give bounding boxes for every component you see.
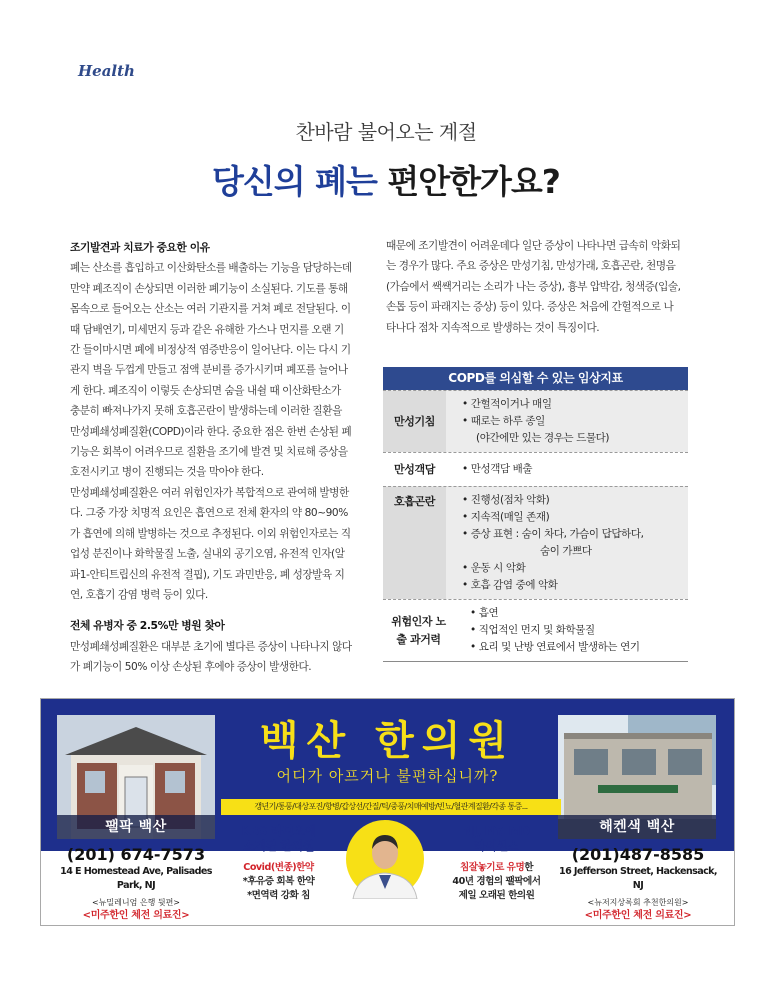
row-item: (야간에만 있는 경우는 드물다) <box>476 432 610 444</box>
covid-line: Covid(변종)한약 <box>243 862 314 873</box>
row-item: • 흡연 <box>470 607 499 619</box>
clinic-advertisement <box>40 698 735 926</box>
row-item: • 직업적인 먼지 및 화학물질 <box>470 624 595 636</box>
paragraph: 만성폐쇄성폐질환은 여러 위험인자가 복합적으로 관여해 발병한다. 그중 가장 치명적 요인은 흡연으로 전체 환자의 약 80~90%가 흡연에 의해 발병하는 것으로 추정된다. 이외 위험인자로는 직업성 분진이나 화학물질 노출, 실내외 공기오염, 유전적 인자(알파1-안티트립신의 유전적 결핍), 기도 과민반응, 폐 성장발육 지연, 호흡기 감염 병력 등이 있다. <box>70 486 351 601</box>
row-item: • 증상 표현 : 숨이 차다, 가슴이 답답하다, <box>462 528 644 540</box>
article-title <box>0 156 772 203</box>
row-item: • 만성객담 배출 <box>462 463 533 475</box>
right-column <box>386 236 682 338</box>
copd-indicator-table <box>383 367 688 662</box>
block-heading: 소개된 한의원 <box>243 839 314 853</box>
row-item: • 때로는 하루 종일 <box>462 415 545 427</box>
row-item: • 진행성(점차 악화) <box>462 494 550 506</box>
table-row <box>383 390 688 452</box>
table-row <box>383 599 688 661</box>
address: 14 E Homestead Ave, Palisades Park, NJ <box>60 866 212 891</box>
block-line: 40년 경험의 팰팍에서 <box>452 876 541 887</box>
famous-line: 침잘놓기로 유명 <box>460 862 525 873</box>
row-label: 위험인자 노출 과거력 <box>391 614 446 646</box>
table-header: COPD를 의심할 수 있는 임상지표 <box>383 367 688 390</box>
doctor-portrait <box>345 819 425 899</box>
paragraph: 폐는 산소를 흡입하고 이산화탄소를 배출하는 기능을 담당하는데 만약 폐조직이 손상되면 이러한 폐기능이 소실된다. 기도를 통해 몸속으로 들어오는 산소는 여러 기관지를 거쳐 폐로 전달된다. 이때 담배연기, 미세먼지 등과 같은 유해한 가스나 먼지를 오랜 기간 들이마시면 폐에 비정상적 염증반응이 일어난다. 이는 다시 기관지 벽을 두껍게 만들고 점액 분비를 증가시키며 폐포를 늘어나게 한다. 폐조직이 이렇듯 손상되면 숨을 내쉴 때 이산화탄소가 충분히 빠져나가지 못해 호흡곤란이 발생하는데 이러한 질환을 만성폐쇄성폐질환(COPD)이라 한다. 중요한 점은 한번 손상된 폐기능은 회복이 어려우므로 질환을 조기에 발견 및 치료해 증상을 호전시키고 병이 진행되는 것을 막아야 한다. <box>70 262 352 479</box>
row-item: 숨이 가쁘다 <box>540 545 592 557</box>
location-note: <뉴저지상록회 추천한의원> <box>587 898 689 907</box>
row-item: • 호흡 감염 중에 악화 <box>462 579 558 591</box>
row-label: 호흡곤란 <box>383 487 446 599</box>
location-note: <뉴밀레니엄 은행 뒷편> <box>91 898 181 907</box>
block-heading: NJ, NY, MD <box>463 824 530 838</box>
block-heading: 라이센스 <box>474 839 519 853</box>
table-row <box>383 452 688 486</box>
tagline: <미주한인 체전 의료진> <box>584 910 692 921</box>
row-item: • 요리 및 난방 연료에서 발생하는 연기 <box>470 641 640 653</box>
heading-prevalence: 전체 유병자 중 2.5%만 병원 찾아 <box>70 619 225 633</box>
row-item: • 간헐적이거나 매일 <box>462 398 552 410</box>
table-row <box>383 486 688 599</box>
row-label: 만성기침 <box>383 391 446 452</box>
doctor-icon <box>345 819 425 899</box>
famous-line-end: 한 <box>524 862 533 873</box>
block-line: *후유증 회복 한약 <box>242 876 315 887</box>
clinic-slogan: 어디가 아프거나 불편하십니까? <box>276 767 499 785</box>
paragraph: 때문에 조기발견이 어려운데다 일단 증상이 나타나면 급속히 악화되는 경우가 많다. 주요 증상은 만성기침, 만성가래, 호흡곤란, 천명음(가슴에서 쌕쌕거리는 소리가 나는 증상), 흉부 압박감, 청색증(입술, 손톱 등이 파래지는 증상) 등이 있다. 증상은 처음에 간헐적으로 나타나다 점차 지속적으로 발생하는 것이 특징이다. <box>386 240 681 334</box>
article-subtitle: 찬바람 불어오는 계절 <box>295 120 477 144</box>
specialties-strip: 갱년기/통풍/대상포진/향병/갑상선/간질/틱/중풍/치매예방/빈뇨/혈관계질환/각종 통증... <box>221 799 561 815</box>
paragraph: 만성폐쇄성폐질환은 대부분 초기에 별다른 증상이 나타나지 않다가 폐기능이 50% 이상 손상된 후에야 증상이 발생한다. <box>70 640 352 674</box>
address: 16 Jefferson Street, Hackensack, NJ <box>559 866 717 891</box>
contact-palisades <box>51 845 221 923</box>
radio-feature-block <box>221 824 336 903</box>
row-item: • 운동 시 악화 <box>462 562 526 574</box>
clinic-name: 백산 한의원 <box>259 717 516 764</box>
row-label: 만성객담 <box>394 462 435 476</box>
photo-caption: 팰팍 백산 <box>57 815 215 839</box>
block-line: 제일 오래된 한의원 <box>458 890 535 901</box>
photo-caption: 해켄색 백산 <box>558 815 716 839</box>
block-line: *면역력 강화 침 <box>247 890 310 901</box>
heading-early-detection: 조기발견과 치료가 중요한 이유 <box>70 241 210 254</box>
left-column <box>70 238 352 678</box>
license-block <box>434 824 559 903</box>
phone-number: (201) 674-7573 <box>66 845 206 864</box>
section-tag: Health <box>78 62 135 80</box>
block-heading: KBS 라디오에 <box>241 824 316 838</box>
contact-hackensack <box>553 845 723 923</box>
tagline: <미주한인 체전 의료진> <box>82 910 190 921</box>
title-part-2: 편안한가요? <box>387 162 560 201</box>
phone-number: (201)487-8585 <box>571 845 705 864</box>
title-part-1: 당신의 폐는 <box>212 162 377 201</box>
row-item: • 지속적(매일 존재) <box>462 511 550 523</box>
